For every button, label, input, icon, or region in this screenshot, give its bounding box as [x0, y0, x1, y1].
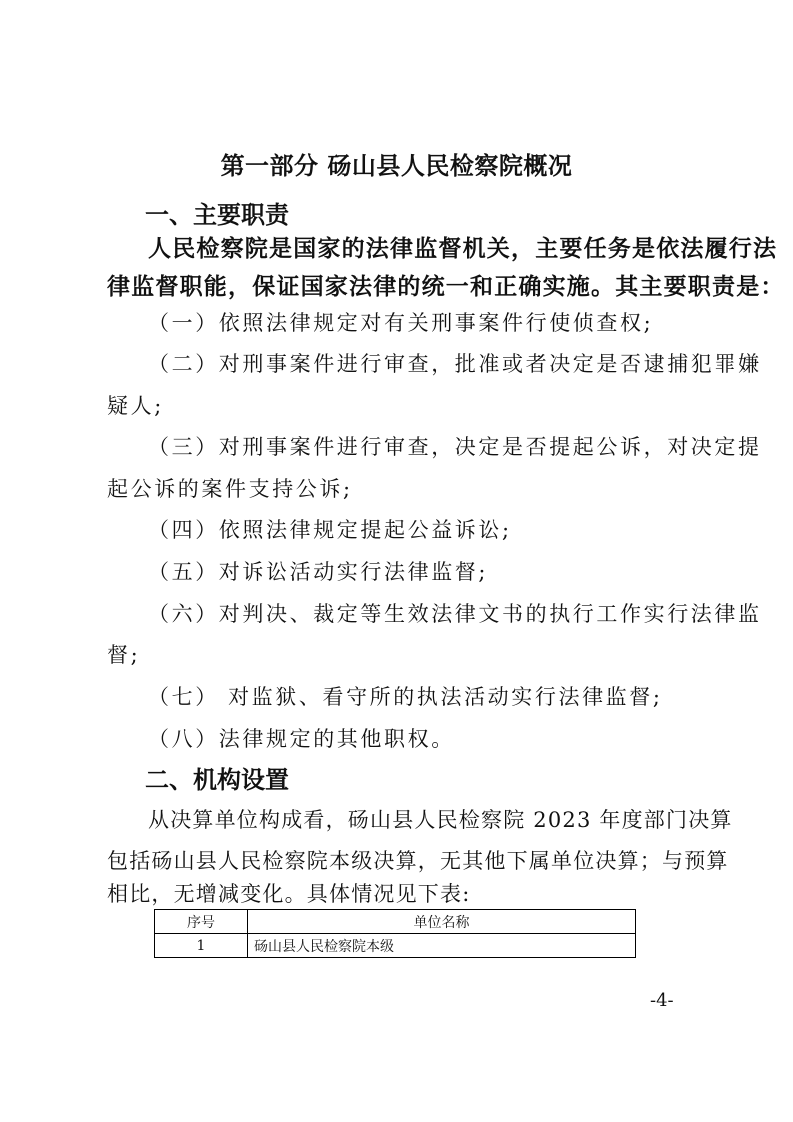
- duty-line-11: （八）法律规定的其他职权。: [148, 727, 455, 751]
- cell-unit-name: 砀山县人民检察院本级: [248, 934, 636, 958]
- duty-line-8: （六）对判决、裁定等生效法律文书的执行工作实行法律监: [148, 602, 762, 626]
- page-number: -4-: [650, 990, 674, 1011]
- structure-line-1: 从决算单位构成看，砀山县人民检察院 2023 年度部门决算: [148, 808, 733, 832]
- duty-line-9: 督;: [107, 643, 141, 667]
- page-title: 第一部分 砀山县人民检察院概况: [220, 152, 573, 180]
- table-row: [155, 934, 636, 958]
- unit-table: [154, 909, 636, 958]
- table-header-row: [155, 910, 636, 934]
- header-index: 序号: [155, 910, 248, 934]
- header-unit-name: 单位名称: [248, 910, 636, 934]
- duty-line-7: （五）对诉讼活动实行法律监督;: [148, 560, 489, 584]
- intro-line-1: 人民检察院是国家的法律监督机关，主要任务是依法履行法: [148, 236, 778, 262]
- section-heading-structure: 二、机构设置: [145, 766, 289, 794]
- duty-line-5: 起公诉的案件支持公诉;: [107, 477, 353, 501]
- intro-line-2: 律监督职能，保证国家法律的统一和正确实施。其主要职责是：: [107, 274, 785, 300]
- duty-line-10: （七） 对监狱、看守所的执法活动实行法律监督;: [148, 685, 663, 709]
- duty-line-1: （一）依照法律规定对有关刑事案件行使侦查权;: [148, 311, 654, 335]
- duty-line-6: （四）依照法律规定提起公益诉讼;: [148, 518, 512, 542]
- structure-line-3: 相比，无增减变化。具体情况见下表:: [107, 882, 471, 906]
- duty-line-3: 疑人;: [107, 394, 164, 418]
- duty-line-4: （三）对刑事案件进行审查，决定是否提起公诉，对决定提: [148, 435, 762, 459]
- section-heading-duties: 一、主要职责: [145, 201, 289, 229]
- structure-line-2: 包括砀山县人民检察院本级决算，无其他下属单位决算；与预算: [107, 849, 729, 873]
- cell-index: 1: [155, 934, 248, 958]
- duty-line-2: （二）对刑事案件进行审查，批准或者决定是否逮捕犯罪嫌: [148, 352, 762, 376]
